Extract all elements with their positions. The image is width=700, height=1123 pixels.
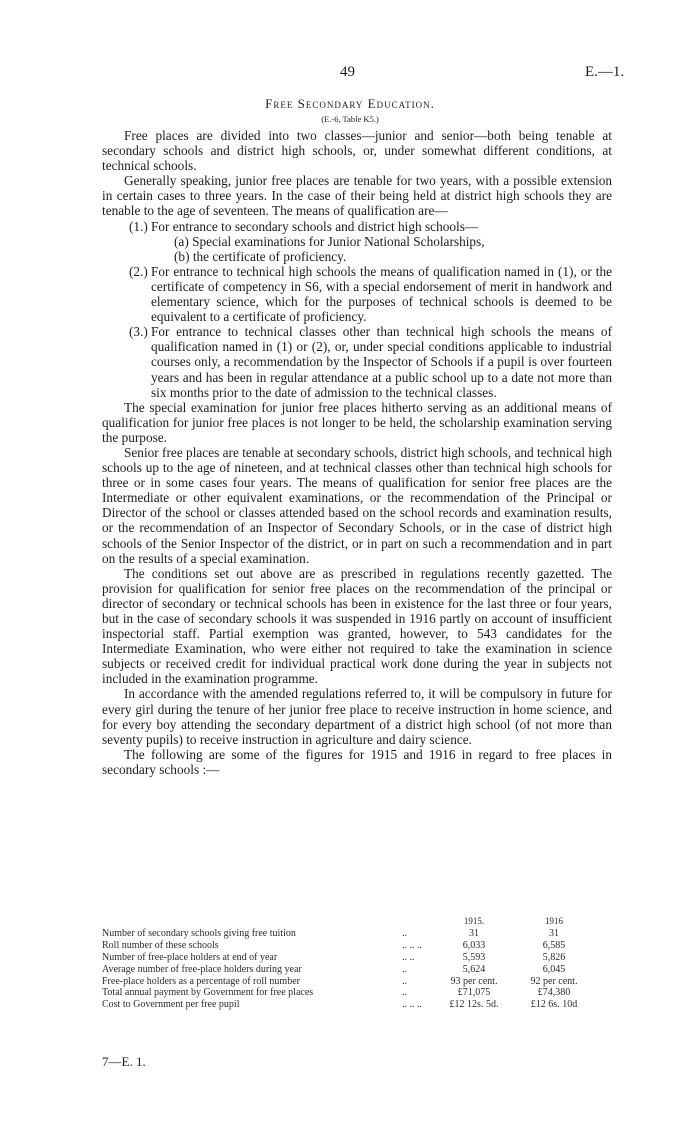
item-text: For entrance to secondary schools and district high schools— xyxy=(151,218,479,234)
qualification-list xyxy=(102,219,612,400)
item-text: For entrance to technical classes other than technical high schools the means of qualification named in (1) or (2), or, under special conditions applicable to industrial courses only, a recommendation by the Inspector of Schools if a pupil is over fourteen years and has been in regular attendance at a public school up to a date not more than six months prior to the date of admission to the technical classes. xyxy=(151,324,612,400)
column-header-1916: 1916 xyxy=(545,916,563,926)
paragraph-junior-free-places: Generally speaking, junior free places are tenable for two years, with a possible extension in certain cases to three years. In the case of their being held at district high schools they are tenable to the age of seventeen. The means of qualification are— xyxy=(102,173,612,219)
table-row xyxy=(102,940,612,952)
leader-dots: .. xyxy=(402,975,407,987)
row-label: Average number of free-place holders during year xyxy=(102,963,302,975)
row-label: Roll number of these schools xyxy=(102,939,219,951)
item-number: (2.) xyxy=(129,263,148,279)
table-row xyxy=(102,976,612,988)
paragraph-senior-free-places: Senior free places are tenable at secondary schools, district high schools, and technical high schools up to the age of nineteen, and at technical classes other than technical high schools for three or in some cases four years. The means of qualification for senior free places are the Intermediate or other equivalent examinations, or the recommendation of the Principal or Director of the school or classes attended based on the school records and examination results, or the recommendation of an Inspector of Secondary Schools, or in the case of district high schools of the Senior Inspector of the district, or in part on such a recommendation and in part on the results of a special examination. xyxy=(102,444,612,566)
leader-dots: .. xyxy=(402,927,407,939)
table-row xyxy=(102,999,612,1011)
value-1916: £12 6s. 10d xyxy=(530,999,578,1011)
value-1916: 92 per cent. xyxy=(530,975,578,987)
table-row xyxy=(102,964,612,976)
value-1916: 6,045 xyxy=(542,963,566,975)
value-1915: £71,075 xyxy=(457,987,491,999)
paragraph-figures-intro: The following are some of the figures for 1915 and 1916 in regard to free places in secondary schools :— xyxy=(102,746,612,777)
table-row xyxy=(102,928,612,940)
value-1916: 6,585 xyxy=(542,939,566,951)
value-1915: 93 per cent. xyxy=(450,975,498,987)
paragraph-regulations: In accordance with the amended regulations referred to, it will be compulsory in future for every girl during the tenure of her junior free place to receive instruction in home science, and for every boy attending the secondary department of a district high school (of not more than seventy pupils) to receive instruction in agriculture and dairy science. xyxy=(102,686,612,747)
column-header-1915: 1915. xyxy=(463,916,485,926)
value-1916: £74,380 xyxy=(537,987,571,999)
qualification-item-3 xyxy=(102,324,612,399)
leader-dots: .. xyxy=(402,963,407,975)
value-1915: 5,624 xyxy=(462,963,486,975)
leader-dots: .. .. .. xyxy=(402,999,422,1011)
leader-dots: .. .. xyxy=(402,951,415,963)
row-label: Number of secondary schools giving free tuition xyxy=(102,927,296,939)
section-subtitle: (E.-6, Table K5.) xyxy=(321,114,379,124)
document-reference: E.—1. xyxy=(585,64,625,80)
paragraph-special-examination: The special examination for junior free places hitherto serving as an additional means of qualification for junior free places is not longer to be held, the scholarship examination serving the purpose. xyxy=(102,399,612,445)
page-number: 49 xyxy=(340,64,355,80)
value-1915: 5,593 xyxy=(462,951,486,963)
table-header xyxy=(102,916,612,928)
qualification-item-1 xyxy=(102,219,612,234)
row-label: Free-place holders as a percentage of roll number xyxy=(102,975,300,987)
paragraph-conditions: The conditions set out above are as prescribed in regulations recently gazetted. The provision for qualification for senior free places on the recommendation of the principal or director of secondary or technical schools has been in existence for the last three or four years, but in the case of secondary schools it was suspended in 1916 partly on account of insufficient inspectorial staff. Partial exemption was granted, however, to 543 candidates for the Intermediate Examination, who were either not required to take the examination in science subjects or received credit for individual practical work done during the year in subjects not included in the examination programme. xyxy=(102,565,612,687)
qualification-subitem-a: (a) Special examinations for Junior National Scholarships, xyxy=(174,233,485,249)
page-signature: 7—E. 1. xyxy=(102,1054,146,1069)
value-1916: 5,826 xyxy=(542,951,566,963)
value-1915: £12 12s. 5d. xyxy=(449,999,499,1011)
table-row xyxy=(102,987,612,999)
leader-dots: .. xyxy=(402,987,407,999)
figures-table xyxy=(102,916,612,1011)
value-1915: 6,033 xyxy=(462,939,486,951)
body-text xyxy=(102,128,612,777)
row-label: Total annual payment by Government for free places xyxy=(102,987,314,999)
row-label: Cost to Government per free pupil xyxy=(102,999,240,1011)
section-title: Free Secondary Education. xyxy=(265,96,435,111)
qualification-subitem-b: (b) the certificate of proficiency. xyxy=(174,248,347,264)
leader-dots: .. .. .. xyxy=(402,939,422,951)
value-1916: 31 xyxy=(549,927,559,939)
paragraph-free-places-classes: Free places are divided into two classes—junior and senior—both being tenable at secondary schools and district high schools, or, under somewhat different conditions, at technical schools. xyxy=(102,128,612,174)
table-row xyxy=(102,952,612,964)
value-1915: 31 xyxy=(469,927,479,939)
item-text: For entrance to technical high schools the means of qualification named in (1), or the certificate of competency in S6, with a special endorsement of merit in handwork and elementary science, which for the purposes of technical schools is deemed to be equivalent to a certificate of proficiency. xyxy=(151,263,612,325)
item-number: (3.) xyxy=(129,324,148,340)
qualification-item-2 xyxy=(102,264,612,324)
item-number: (1.) xyxy=(129,218,148,234)
row-label: Number of free-place holders at end of year xyxy=(102,951,278,963)
